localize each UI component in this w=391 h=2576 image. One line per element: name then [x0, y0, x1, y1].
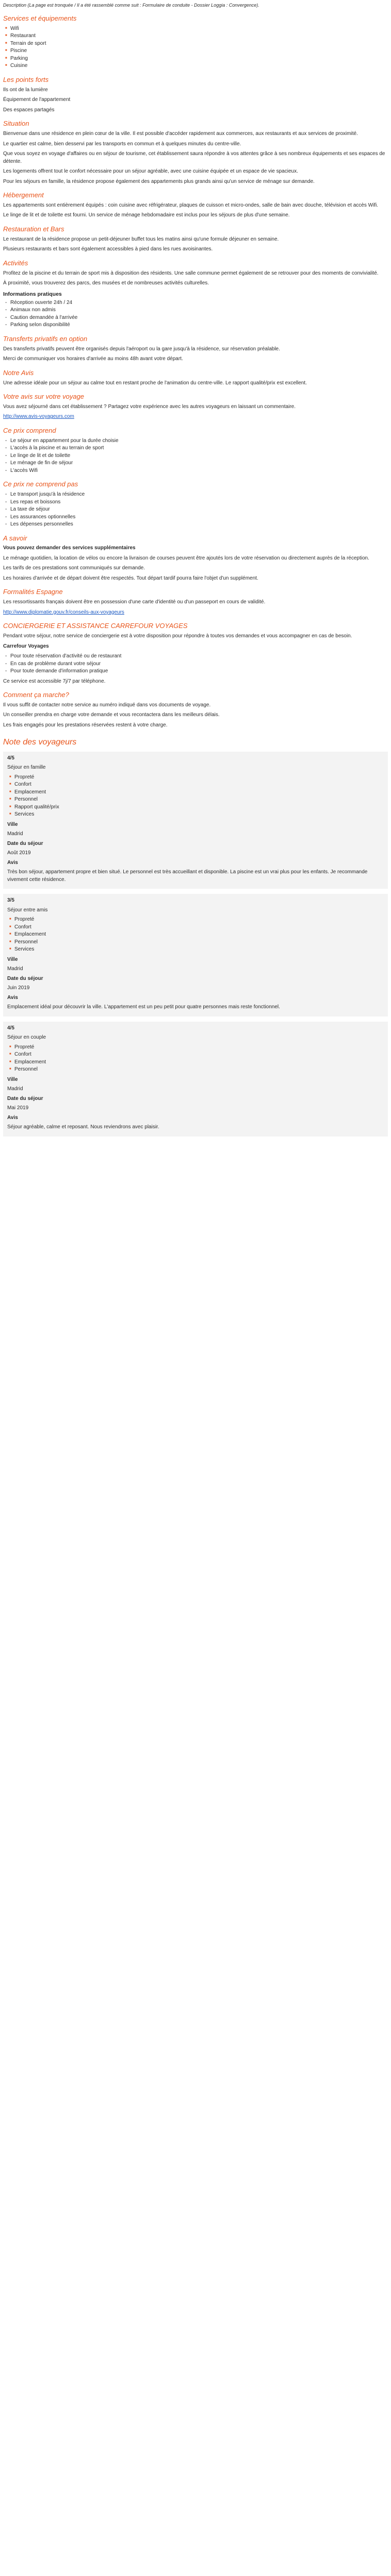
conciergerie-item: - Pour toute demande d'information pratique — [10, 668, 388, 675]
point-item: Ils ont de la lumière — [3, 87, 48, 93]
criteria-item: ■ Personnel — [14, 939, 384, 946]
formalites-heading: Formalités Espagne — [3, 588, 63, 596]
criteria-item: ■ Propreté — [14, 916, 384, 924]
review-city-label: Ville — [7, 821, 18, 827]
savoir-heading: A savoir — [3, 534, 27, 542]
service-item: ■ Wifi — [10, 25, 388, 33]
criteria-item: ■ Services — [14, 811, 384, 819]
comment-heading: Comment ça marche? — [3, 691, 69, 699]
review-text-label: Avis — [7, 1114, 18, 1121]
conciergerie-heading: CONCIERGERIE ET ASSISTANCE CARREFOUR VOYAGES — [3, 622, 188, 630]
prix-non-list — [3, 491, 388, 529]
service-item: ■ Restaurant — [10, 32, 388, 40]
review-card — [3, 894, 388, 1016]
hebergement-heading: Hébergement — [3, 191, 44, 199]
prix-non-item: - Les repas et boissons — [10, 499, 388, 506]
hebergement-paragraph: Les appartements sont entièrement équipés : coin cuisine avec réfrigérateur, plaques de cuisson et micro-ondes, salle de bain avec douche, télévision et accès Wifi. — [3, 202, 379, 208]
voyage-link[interactable]: http://www.avis-voyageurs.com — [3, 414, 74, 420]
points-heading: Les points forts — [3, 75, 49, 83]
review-text: Très bon séjour, appartement propre et bien situé. Le personnel est très accueillant et disponible. La piscine est un vrai plus pour les enfants. Je recommande vivement cette résidence. — [7, 869, 368, 883]
comment-paragraph: Les frais engagés pour les prestations réservées restent à votre charge. — [3, 722, 168, 728]
review-city-label: Ville — [7, 1076, 18, 1082]
prix-non-item: - Les assurances optionnelles — [10, 514, 388, 521]
service-item: ■ Parking — [10, 55, 388, 63]
criteria-item: ■ Personnel — [14, 1066, 384, 1074]
review-rating: 4/5 — [7, 755, 14, 761]
situation-paragraph: Que vous soyez en voyage d'affaires ou en séjour de tourisme, cet établissement saura répondre à vos attentes grâce à ses nombreux équipements et ses espaces de détente. — [3, 151, 385, 164]
situation-paragraph: Pour les séjours en famille, la résidence propose également des appartements plus grands ainsi qu'un service de ménage sur demande. — [3, 178, 315, 184]
voyage-heading: Votre avis sur votre voyage — [3, 393, 85, 401]
restauration-heading: Restauration et Bars — [3, 225, 64, 233]
comment-paragraph: Un conseiller prendra en charge votre demande et vous recontactera dans les meilleurs délais. — [3, 712, 220, 718]
transferts-paragraph: Des transferts privatifs peuvent être organisés depuis l'aéroport ou la gare jusqu'à la résidence, sur réservation préalable. — [3, 346, 280, 352]
formalites-text: Les ressortissants français doivent être en possession d'une carte d'identité ou d'un passeport en cours de validité. — [3, 599, 266, 605]
criteria-item: ■ Personnel — [14, 796, 384, 804]
review-criteria — [7, 774, 384, 819]
review-date-label: Date du séjour — [7, 840, 43, 846]
criteria-item: ■ Confort — [14, 1051, 384, 1059]
prix-item: - Le linge de lit et de toilette — [10, 452, 388, 460]
info-item: - Animaux non admis — [10, 307, 388, 314]
hebergement-paragraph: Le linge de lit et de toilette est fourni. Un service de ménage hebdomadaire est inclus pour les séjours de plus d'une semaine. — [3, 212, 290, 218]
conciergerie-list — [3, 653, 388, 675]
criteria-item: ■ Propreté — [14, 1044, 384, 1052]
review-date: Juin 2019 — [7, 985, 30, 991]
infos-heading: Informations pratiques — [3, 291, 62, 297]
restauration-paragraph: Plusieurs restaurants et bars sont également accessibles à pied dans les rues avoisinantes. — [3, 246, 213, 252]
savoir-subheading: Vous pouvez demander des services supplémentaires — [3, 545, 136, 551]
savoir-paragraph: Le ménage quotidien, la location de vélos ou encore la livraison de courses peuvent être ajoutés lors de votre réservation ou directement auprès de la réception. — [3, 555, 369, 561]
prix-item: - Le ménage de fin de séjour — [10, 460, 388, 467]
criteria-item: ■ Confort — [14, 781, 384, 789]
review-card — [3, 752, 388, 889]
point-item: Équipement de l'appartement — [3, 97, 71, 103]
service-item: ■ Cuisine — [10, 62, 388, 70]
review-text-label: Avis — [7, 859, 18, 866]
review-city: Madrid — [7, 966, 23, 972]
review-criteria — [7, 1044, 384, 1074]
document-page — [0, 0, 391, 1147]
review-text-label: Avis — [7, 994, 18, 1001]
prix-item: - L'accès Wifi — [10, 467, 388, 475]
info-item: - Réception ouverte 24h / 24 — [10, 299, 388, 307]
point-item: Des espaces partagés — [3, 107, 55, 113]
review-rating: 4/5 — [7, 1025, 14, 1031]
situation-heading: Situation — [3, 120, 29, 128]
transferts-heading: Transferts privatifs en option — [3, 334, 88, 343]
notes-heading: Note des voyageurs — [3, 738, 77, 747]
formalites-link[interactable]: http://www.diplomatie.gouv.fr/conseils-aux-voyageurs — [3, 609, 124, 615]
criteria-item: ■ Services — [14, 946, 384, 954]
criteria-item: ■ Emplacement — [14, 789, 384, 796]
review-text: Séjour agréable, calme et reposant. Nous reviendrons avec plaisir. — [7, 1124, 159, 1130]
info-item: - Caution demandée à l'arrivée — [10, 314, 388, 322]
service-item: ■ Terrain de sport — [10, 40, 388, 48]
notre-avis-heading: Notre Avis — [3, 368, 34, 377]
prix-non-item: - Le transport jusqu'à la résidence — [10, 491, 388, 499]
review-text: Emplacement idéal pour découvrir la ville. L'appartement est un peu petit pour quatre personnes mais reste fonctionnel. — [7, 1004, 280, 1010]
conciergerie-item: - En cas de problème durant votre séjour — [10, 660, 388, 668]
services-list — [3, 25, 388, 70]
review-category: Séjour en famille — [7, 765, 46, 771]
situation-paragraph: Le quartier est calme, bien desservi par les transports en commun et à quelques minutes du centre-ville. — [3, 141, 241, 147]
criteria-item: ■ Rapport qualité/prix — [14, 804, 384, 811]
conciergerie-footnote: Ce service est accessible 7j/7 par téléphone. — [3, 678, 106, 684]
review-date: Mai 2019 — [7, 1105, 29, 1111]
services-heading: Services et équipements — [3, 14, 77, 23]
criteria-item: ■ Confort — [14, 924, 384, 931]
activites-paragraph: Profitez de la piscine et du terrain de sport mis à disposition des résidents. Une salle commune permet également de se retrouver pour des moments de convivialité. — [3, 270, 379, 276]
prix-non-item: - La taxe de séjour — [10, 506, 388, 514]
prix-non-item: - Les dépenses personnelles — [10, 521, 388, 529]
prix-item: - Le séjour en appartement pour la durée choisie — [10, 437, 388, 445]
activites-heading: Activités — [3, 259, 28, 267]
savoir-paragraph: Les horaires d'arrivée et de départ doivent être respectés. Tout départ tardif pourra faire l'objet d'un supplément. — [3, 575, 258, 581]
conciergerie-item: - Pour toute réservation d'activité ou de restaurant — [10, 653, 388, 660]
comment-paragraph: Il vous suffit de contacter notre service au numéro indiqué dans vos documents de voyage. — [3, 702, 211, 708]
criteria-item: ■ Propreté — [14, 774, 384, 782]
review-date: Août 2019 — [7, 850, 31, 856]
review-category: Séjour entre amis — [7, 907, 48, 913]
review-city-label: Ville — [7, 956, 18, 962]
situation-paragraph: Bienvenue dans une résidence en plein cœur de la ville. Il est possible d'accéder rapidement aux commerces, aux restaurants et aux services de proximité. — [3, 131, 358, 137]
notre-avis-text: Une adresse idéale pour un séjour au calme tout en restant proche de l'animation du centre-ville. Le rapport qualité/prix est excellent. — [3, 380, 307, 386]
review-card — [3, 1022, 388, 1137]
transferts-paragraph: Merci de communiquer vos horaires d'arrivée au moins 48h avant votre départ. — [3, 356, 183, 362]
activites-paragraph: À proximité, vous trouverez des parcs, des musées et de nombreuses activités culturelles. — [3, 280, 209, 286]
situation-paragraph: Les logements offrent tout le confort nécessaire pour un séjour agréable, avec une cuisine équipée et un espace de vie spacieux. — [3, 168, 298, 175]
review-criteria — [7, 916, 384, 954]
prix-list — [3, 437, 388, 475]
info-item: - Parking selon disponibilité — [10, 321, 388, 329]
review-city: Madrid — [7, 831, 23, 837]
review-rating: 3/5 — [7, 897, 14, 904]
restauration-paragraph: Le restaurant de la résidence propose un petit-déjeuner buffet tous les matins ainsi qu'une formule déjeuner en semaine. — [3, 236, 279, 242]
voyage-text: Vous avez séjourné dans cet établissement ? Partagez votre expérience avec les autres voyageurs en laissant un commentaire. — [3, 403, 296, 410]
savoir-paragraph: Les tarifs de ces prestations sont communiqués sur demande. — [3, 565, 145, 571]
review-date-label: Date du séjour — [7, 975, 43, 981]
prix-non-heading: Ce prix ne comprend pas — [3, 480, 78, 488]
criteria-item: ■ Emplacement — [14, 1059, 384, 1066]
review-date-label: Date du séjour — [7, 1095, 43, 1101]
prix-heading: Ce prix comprend — [3, 426, 56, 434]
conciergerie-text: Pendant votre séjour, notre service de conciergerie est à votre disposition pour répondre à toutes vos demandes et vous accompagner en cas de besoin. — [3, 633, 352, 639]
infos-list — [3, 299, 388, 329]
review-category: Séjour en couple — [7, 1035, 46, 1041]
prix-item: - L'accès à la piscine et au terrain de sport — [10, 445, 388, 452]
criteria-item: ■ Emplacement — [14, 931, 384, 939]
intro-text: Description (La page est tronquée / Il a été rassemblé comme suit : Formulaire de conduite - Dossier Loggia : Convergence). — [3, 3, 259, 8]
review-city: Madrid — [7, 1086, 23, 1092]
conciergerie-brand: Carrefour Voyages — [3, 643, 49, 649]
service-item: ■ Piscine — [10, 47, 388, 55]
